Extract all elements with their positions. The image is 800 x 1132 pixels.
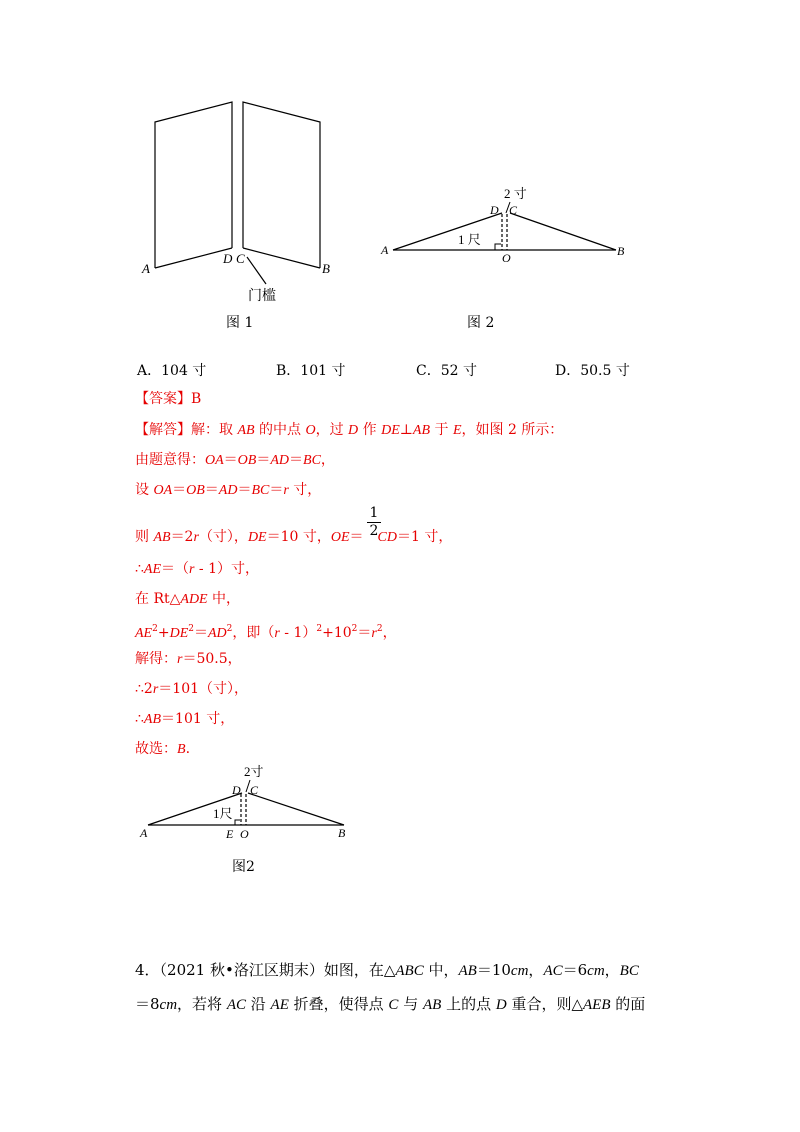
fig3-label-B: B: [338, 826, 346, 840]
solution-line-10: ∴AB＝101 寸，: [135, 711, 235, 727]
solution-line-3: 设 OA＝OB＝AD＝BC＝r 寸，: [135, 482, 322, 498]
fig2-gap-label: 2 寸: [504, 186, 527, 201]
answer-tag: 【答案】: [135, 391, 191, 407]
line-CB: [510, 213, 616, 250]
solution-line-6: 在 Rt△ADE 中，: [135, 591, 241, 607]
solution-line-8: 解得：r＝50.5，: [135, 651, 242, 667]
answer-line: [135, 390, 201, 408]
option-a: A．104 寸: [137, 363, 207, 379]
question-4-line-1: 4．（2021 秋•洛江区期末）如图，在△ABC 中，AB＝10cm，AC＝6cm，BC: [135, 961, 639, 979]
option-d: D．50.5 寸: [555, 363, 630, 379]
fig1-label-A: A: [142, 261, 150, 276]
figure-3-solution-diagram: [138, 762, 360, 844]
figure-1-door-diagram: [130, 92, 350, 310]
right-door-panel: [243, 102, 320, 268]
fig3-label-A: A: [140, 826, 148, 840]
fig2-label-A: A: [381, 243, 389, 257]
fig3-height-label: 1尺: [213, 806, 233, 821]
fig1-label-B: B: [322, 261, 330, 276]
fig2-label-O: O: [502, 251, 511, 265]
right-angle-mark: [495, 244, 501, 250]
figure-3-caption: 图2: [232, 859, 255, 875]
question-4-line-2: ＝8cm，若将 AC 沿 AE 折叠，使得点 C 与 AB 上的点 D 重合，则△AEB 的面: [135, 995, 646, 1013]
solution-line-1: 【解答】解：取 AB 的中点 O，过 D 作 DE⊥AB 于 E，如图 2 所示：: [135, 422, 564, 438]
fig3-label-E: E: [226, 827, 234, 841]
threshold-line-left: [155, 248, 232, 268]
threshold-line-right: [243, 248, 320, 268]
solution-line-9: ∴2r＝101（寸），: [135, 681, 249, 697]
figure-2-caption: 图 2: [467, 315, 495, 331]
fig3-label-C: C: [250, 783, 259, 797]
fig2-label-B: B: [617, 244, 625, 258]
fig2-height-label: 1 尺: [458, 232, 481, 247]
option-c: C．52 寸: [416, 363, 477, 379]
fig2-label-C: C: [509, 203, 518, 217]
fig3-label-D: D: [232, 783, 241, 797]
answer-value: B: [191, 391, 202, 407]
option-b: B．101 寸: [276, 363, 346, 379]
fraction-one-half: 1 2: [367, 506, 381, 539]
threshold-pointer: [247, 257, 266, 284]
solution-line-4: 则 AB＝2r（寸），DE＝10 寸，OE＝ CD＝1 寸，: [135, 529, 453, 545]
solution-line-2: 由题意得：OA＝OB＝AD＝BC，: [135, 452, 335, 468]
figure-1-caption: 图 1: [226, 315, 254, 331]
left-door-panel: [155, 102, 232, 268]
solution-line-11: 故选：B.: [135, 741, 191, 757]
fig3-gap-label: 2寸: [244, 764, 264, 779]
fig1-threshold-label: 门槛: [248, 289, 276, 304]
fig1-label-C: C: [236, 251, 245, 266]
fig3-line-CB: [248, 793, 344, 825]
line-AD: [393, 213, 502, 250]
fig3-right-angle-mark: [235, 820, 240, 825]
solution-line-5: ∴AE＝（r - 1）寸，: [135, 561, 260, 577]
fig3-label-O: O: [240, 827, 249, 841]
figure-2-diagram: [378, 184, 630, 268]
fig1-label-D: D: [223, 251, 233, 266]
solution-line-7: $AE^2+DE^2=AD^2$，即$(r - 1)^2+10^2=r^2$，: [135, 624, 397, 641]
fig2-label-D: D: [490, 203, 499, 217]
